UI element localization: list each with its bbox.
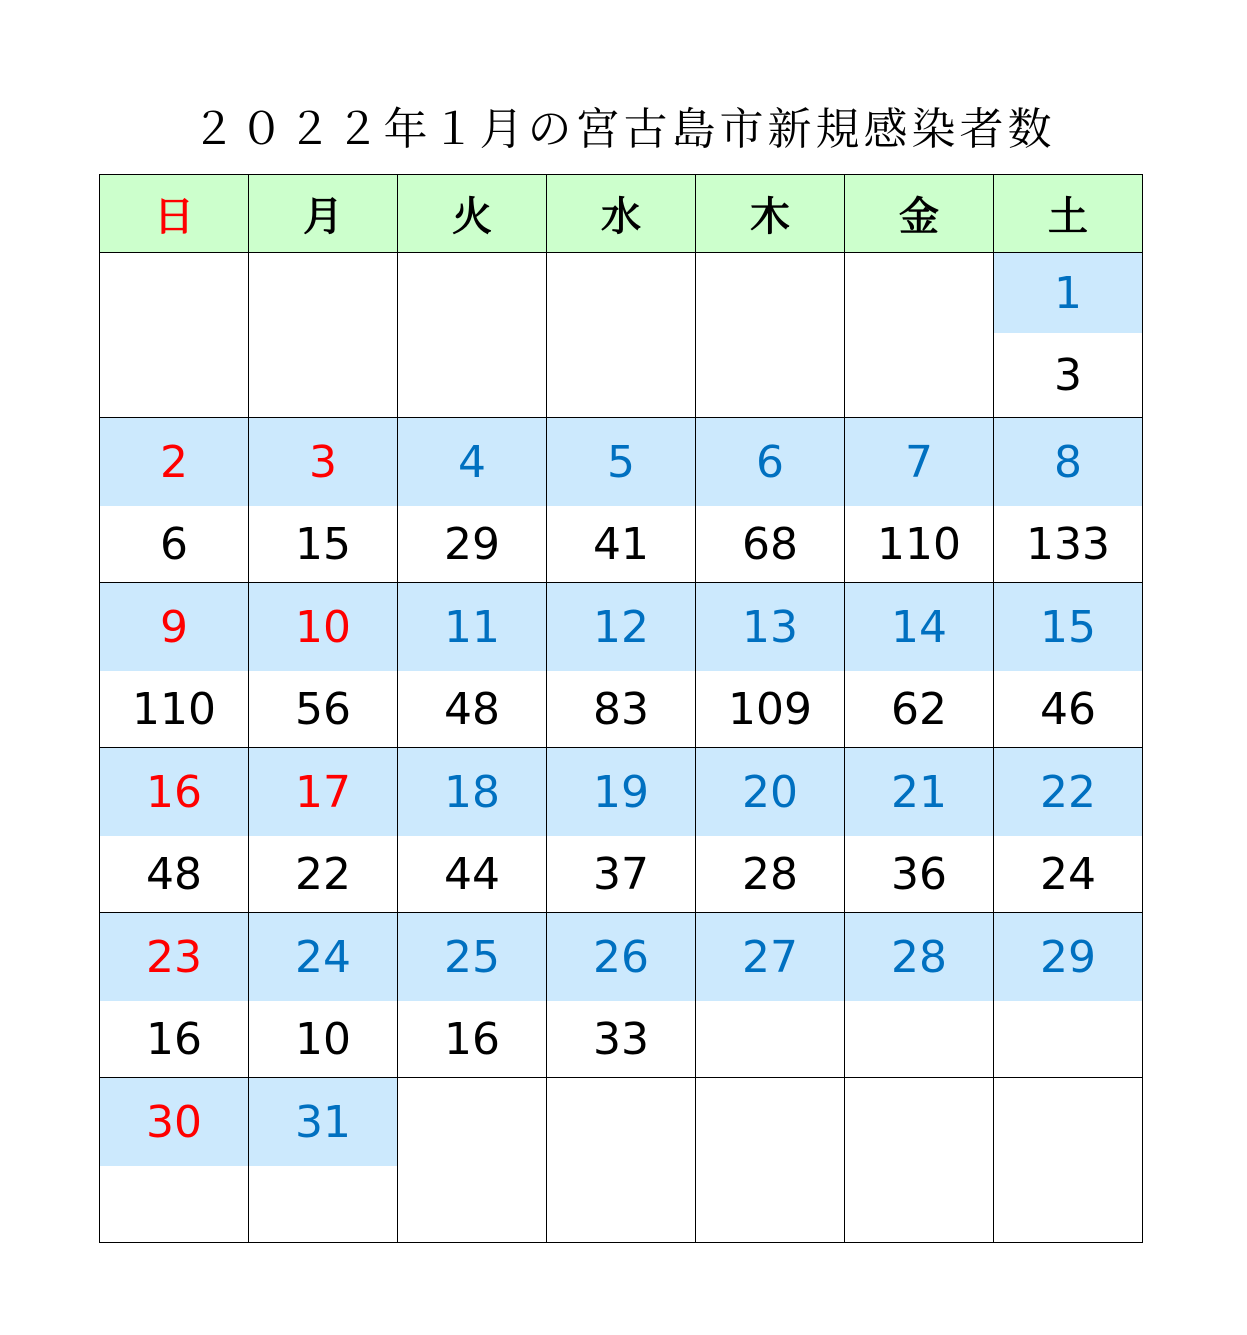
date-number: 26 [547,913,695,1001]
case-count [249,333,397,417]
week-row [100,1078,1143,1243]
calendar-cell [547,418,696,583]
case-count: 36 [891,848,947,900]
calendar-cell [845,1078,994,1243]
calendar-cell [845,748,994,913]
case-count: 41 [593,518,649,570]
date-number: 9 [100,583,248,671]
case-count: 33 [593,1013,649,1065]
calendar-cell [398,418,547,583]
calendar-cell [398,913,547,1078]
date-number: 19 [547,748,695,836]
date-number [547,1078,695,1166]
date-number: 14 [845,583,993,671]
weekday-header-sat: 土 [994,175,1143,253]
case-count [547,1166,695,1242]
case-count [547,333,695,417]
case-count: 29 [444,518,500,570]
case-count: 110 [877,518,961,570]
calendar-cell [249,913,398,1078]
calendar-cell [994,748,1143,913]
calendar-cell [249,253,398,418]
case-count: 6 [160,518,188,570]
calendar-cell [994,253,1143,418]
date-number: 6 [696,418,844,506]
date-number: 5 [547,418,695,506]
date-number [994,1078,1142,1166]
date-number [696,253,844,333]
page-title: ２０２２年１月の宮古島市新規感染者数 [191,104,1056,155]
weekday-header-sun: 日 [100,175,249,253]
case-count: 10 [295,1013,351,1065]
date-number: 29 [994,913,1142,1001]
date-number: 22 [994,748,1142,836]
date-number: 4 [398,418,546,506]
case-count: 16 [146,1013,202,1065]
date-number: 15 [994,583,1142,671]
date-number [398,253,546,333]
weekday-header-row [100,175,1143,253]
case-count: 133 [1026,518,1110,570]
case-count: 22 [295,848,351,900]
calendar-cell [696,913,845,1078]
date-number: 2 [100,418,248,506]
calendar-cell [398,748,547,913]
calendar-cell [100,748,249,913]
date-number: 10 [249,583,397,671]
calendar-body [100,253,1143,1243]
calendar-cell [845,583,994,748]
date-number: 25 [398,913,546,1001]
date-number [547,253,695,333]
calendar-cell [547,583,696,748]
case-count [398,1166,546,1242]
calendar-cell [994,913,1143,1078]
date-number: 16 [100,748,248,836]
calendar-cell [547,1078,696,1243]
date-number: 8 [994,418,1142,506]
calendar-cell [845,913,994,1078]
calendar-cell [249,748,398,913]
case-count: 56 [295,683,351,735]
date-number: 13 [696,583,844,671]
week-row [100,748,1143,913]
case-count: 62 [891,683,947,735]
calendar-cell [994,418,1143,583]
date-number: 27 [696,913,844,1001]
calendar-cell [845,253,994,418]
case-count [845,333,993,417]
case-count [845,1001,993,1077]
calendar-cell [994,1078,1143,1243]
calendar-cell [100,418,249,583]
calendar-cell [696,418,845,583]
week-row [100,583,1143,748]
case-count [398,333,546,417]
date-number [100,253,248,333]
weekday-header-fri: 金 [845,175,994,253]
case-count [100,1166,248,1242]
calendar-cell [100,913,249,1078]
date-number: 1 [994,253,1142,333]
calendar-cell [100,583,249,748]
calendar-table [99,174,1143,1243]
date-number [249,253,397,333]
calendar-cell [249,583,398,748]
week-row [100,913,1143,1078]
calendar-cell [249,1078,398,1243]
case-count [249,1166,397,1242]
date-number: 30 [100,1078,248,1166]
date-number: 11 [398,583,546,671]
case-count: 16 [444,1013,500,1065]
week-row [100,253,1143,418]
calendar-cell [100,253,249,418]
date-number: 3 [249,418,397,506]
calendar-cell [696,748,845,913]
date-number [845,1078,993,1166]
date-number: 20 [696,748,844,836]
case-count: 3 [1054,349,1082,401]
calendar-cell [547,253,696,418]
week-row [100,418,1143,583]
date-number: 21 [845,748,993,836]
date-number [845,253,993,333]
weekday-header-mon: 月 [249,175,398,253]
case-count: 48 [444,683,500,735]
case-count: 83 [593,683,649,735]
calendar-cell [696,253,845,418]
case-count: 37 [593,848,649,900]
case-count [696,1166,844,1242]
date-number: 12 [547,583,695,671]
calendar-cell [696,583,845,748]
date-number [696,1078,844,1166]
case-count: 44 [444,848,500,900]
date-number: 24 [249,913,397,1001]
date-number: 18 [398,748,546,836]
calendar-cell [994,583,1143,748]
date-number: 7 [845,418,993,506]
calendar-cell [696,1078,845,1243]
case-count: 48 [146,848,202,900]
calendar-cell [547,748,696,913]
case-count: 46 [1040,683,1096,735]
case-count [994,1166,1142,1242]
calendar-cell [845,418,994,583]
case-count: 110 [132,683,216,735]
case-count [696,1001,844,1077]
case-count: 15 [295,518,351,570]
calendar-cell [398,253,547,418]
calendar-cell [547,913,696,1078]
calendar-cell [398,1078,547,1243]
date-number [398,1078,546,1166]
case-count: 109 [728,683,812,735]
case-count [100,333,248,417]
case-count: 24 [1040,848,1096,900]
case-count [994,1001,1142,1077]
weekday-header-wed: 水 [547,175,696,253]
weekday-header-thu: 木 [696,175,845,253]
date-number: 17 [249,748,397,836]
calendar-cell [100,1078,249,1243]
weekday-header-tue: 火 [398,175,547,253]
date-number: 23 [100,913,248,1001]
case-count [696,333,844,417]
calendar-cell [249,418,398,583]
case-count: 28 [742,848,798,900]
calendar-cell [398,583,547,748]
case-count [845,1166,993,1242]
date-number: 28 [845,913,993,1001]
case-count: 68 [742,518,798,570]
date-number: 31 [249,1078,397,1166]
